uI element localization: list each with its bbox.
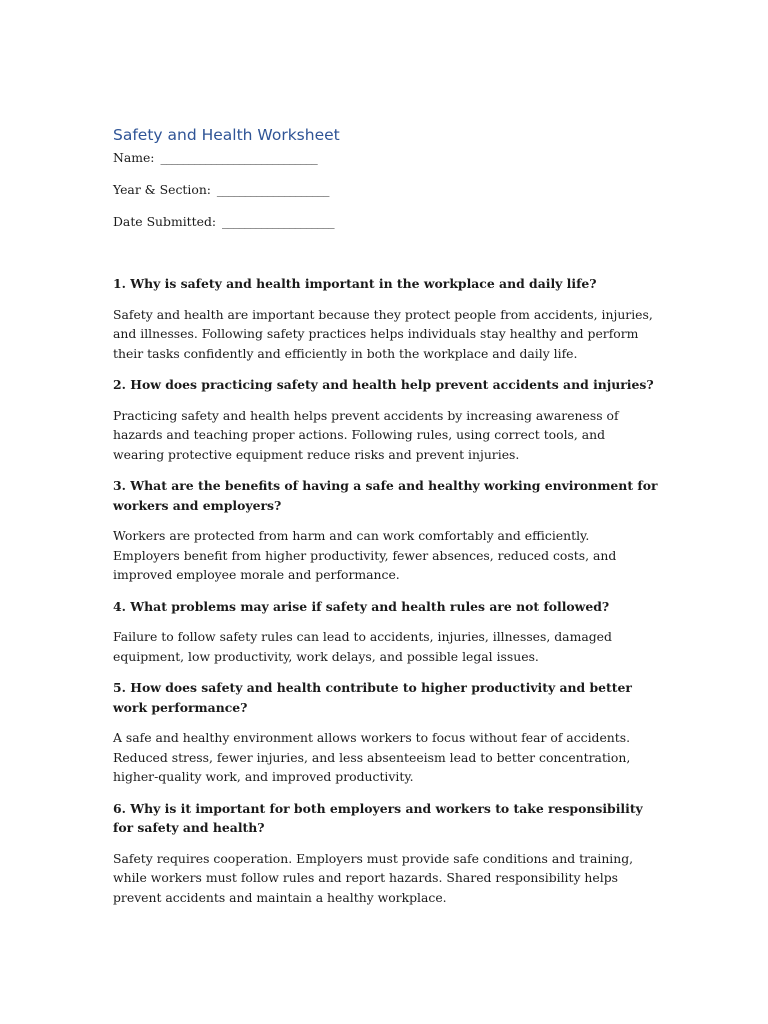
question-item (113, 799, 658, 908)
answer-text: Safety and health are important because they protect people from accidents, injuries, and illnesses. Following safety practices helps individuals stay healthy and perform their tasks confidently and efficiently in both the workplace and daily life. (113, 306, 653, 361)
question-text: 4. What problems may arise if safety and health rules are not followed? (113, 598, 610, 614)
question-text: 1. Why is safety and health important in the workplace and daily life? (113, 276, 597, 291)
year-section-label: Year & Section: (113, 182, 211, 197)
answer-text: A safe and healthy environment allows workers to focus without fear of accidents. Reduced stress, fewer injuries, and less absenteeism lead to better concentration, higher-quality work, and improved productivity. (113, 730, 631, 784)
question-text: 3. What are the benefits of having a safe and healthy working environment for workers and employers? (113, 478, 658, 513)
year-section-blank-line: ____________________ (216, 182, 329, 197)
question-text: 5. How does safety and health contribute to higher productivity and better work performance? (113, 680, 632, 715)
question-item (113, 678, 658, 787)
date-submitted-label: Date Submitted: (113, 214, 217, 229)
question-item (113, 597, 658, 667)
answer-text: Failure to follow safety rules can lead to accidents, injuries, illnesses, damaged equipment, low productivity, work delays, and possible legal issues. (113, 629, 612, 664)
question-text: 2. How does practicing safety and health help prevent accidents and injuries? (113, 377, 654, 392)
answer-text: Safety requires cooperation. Employers must provide safe conditions and training, while workers must follow rules and report hazards. Shared responsibility helps prevent accidents and maintain a healthy workplace. (113, 850, 634, 905)
worksheet-content (113, 124, 658, 907)
answer-text: Workers are protected from harm and can work comfortably and efficiently. Employers benefit from higher productivity, fewer absences, reduced costs, and improved employee morale and performance. (113, 528, 617, 582)
name-field (113, 149, 658, 167)
worksheet-title: Safety and Health Worksheet (113, 126, 340, 144)
question-item (113, 476, 658, 585)
name-blank-line: ____________________________ (160, 150, 318, 165)
name-label: Name: (113, 150, 155, 165)
question-list (113, 274, 658, 907)
date-submitted-blank-line: ____________________ (222, 214, 334, 229)
answer-text: Practicing safety and health helps prevent accidents by increasing awareness of hazards and teaching proper actions. Following rules, using correct tools, and wearing protective equipment reduce risks and prevent injuries. (113, 407, 619, 462)
date-submitted-field (113, 213, 658, 231)
question-text: 6. Why is it important for both employers and workers to take responsibility for safety and health? (113, 800, 643, 835)
question-item (113, 375, 658, 464)
question-item (113, 274, 658, 363)
year-section-field (113, 181, 658, 199)
